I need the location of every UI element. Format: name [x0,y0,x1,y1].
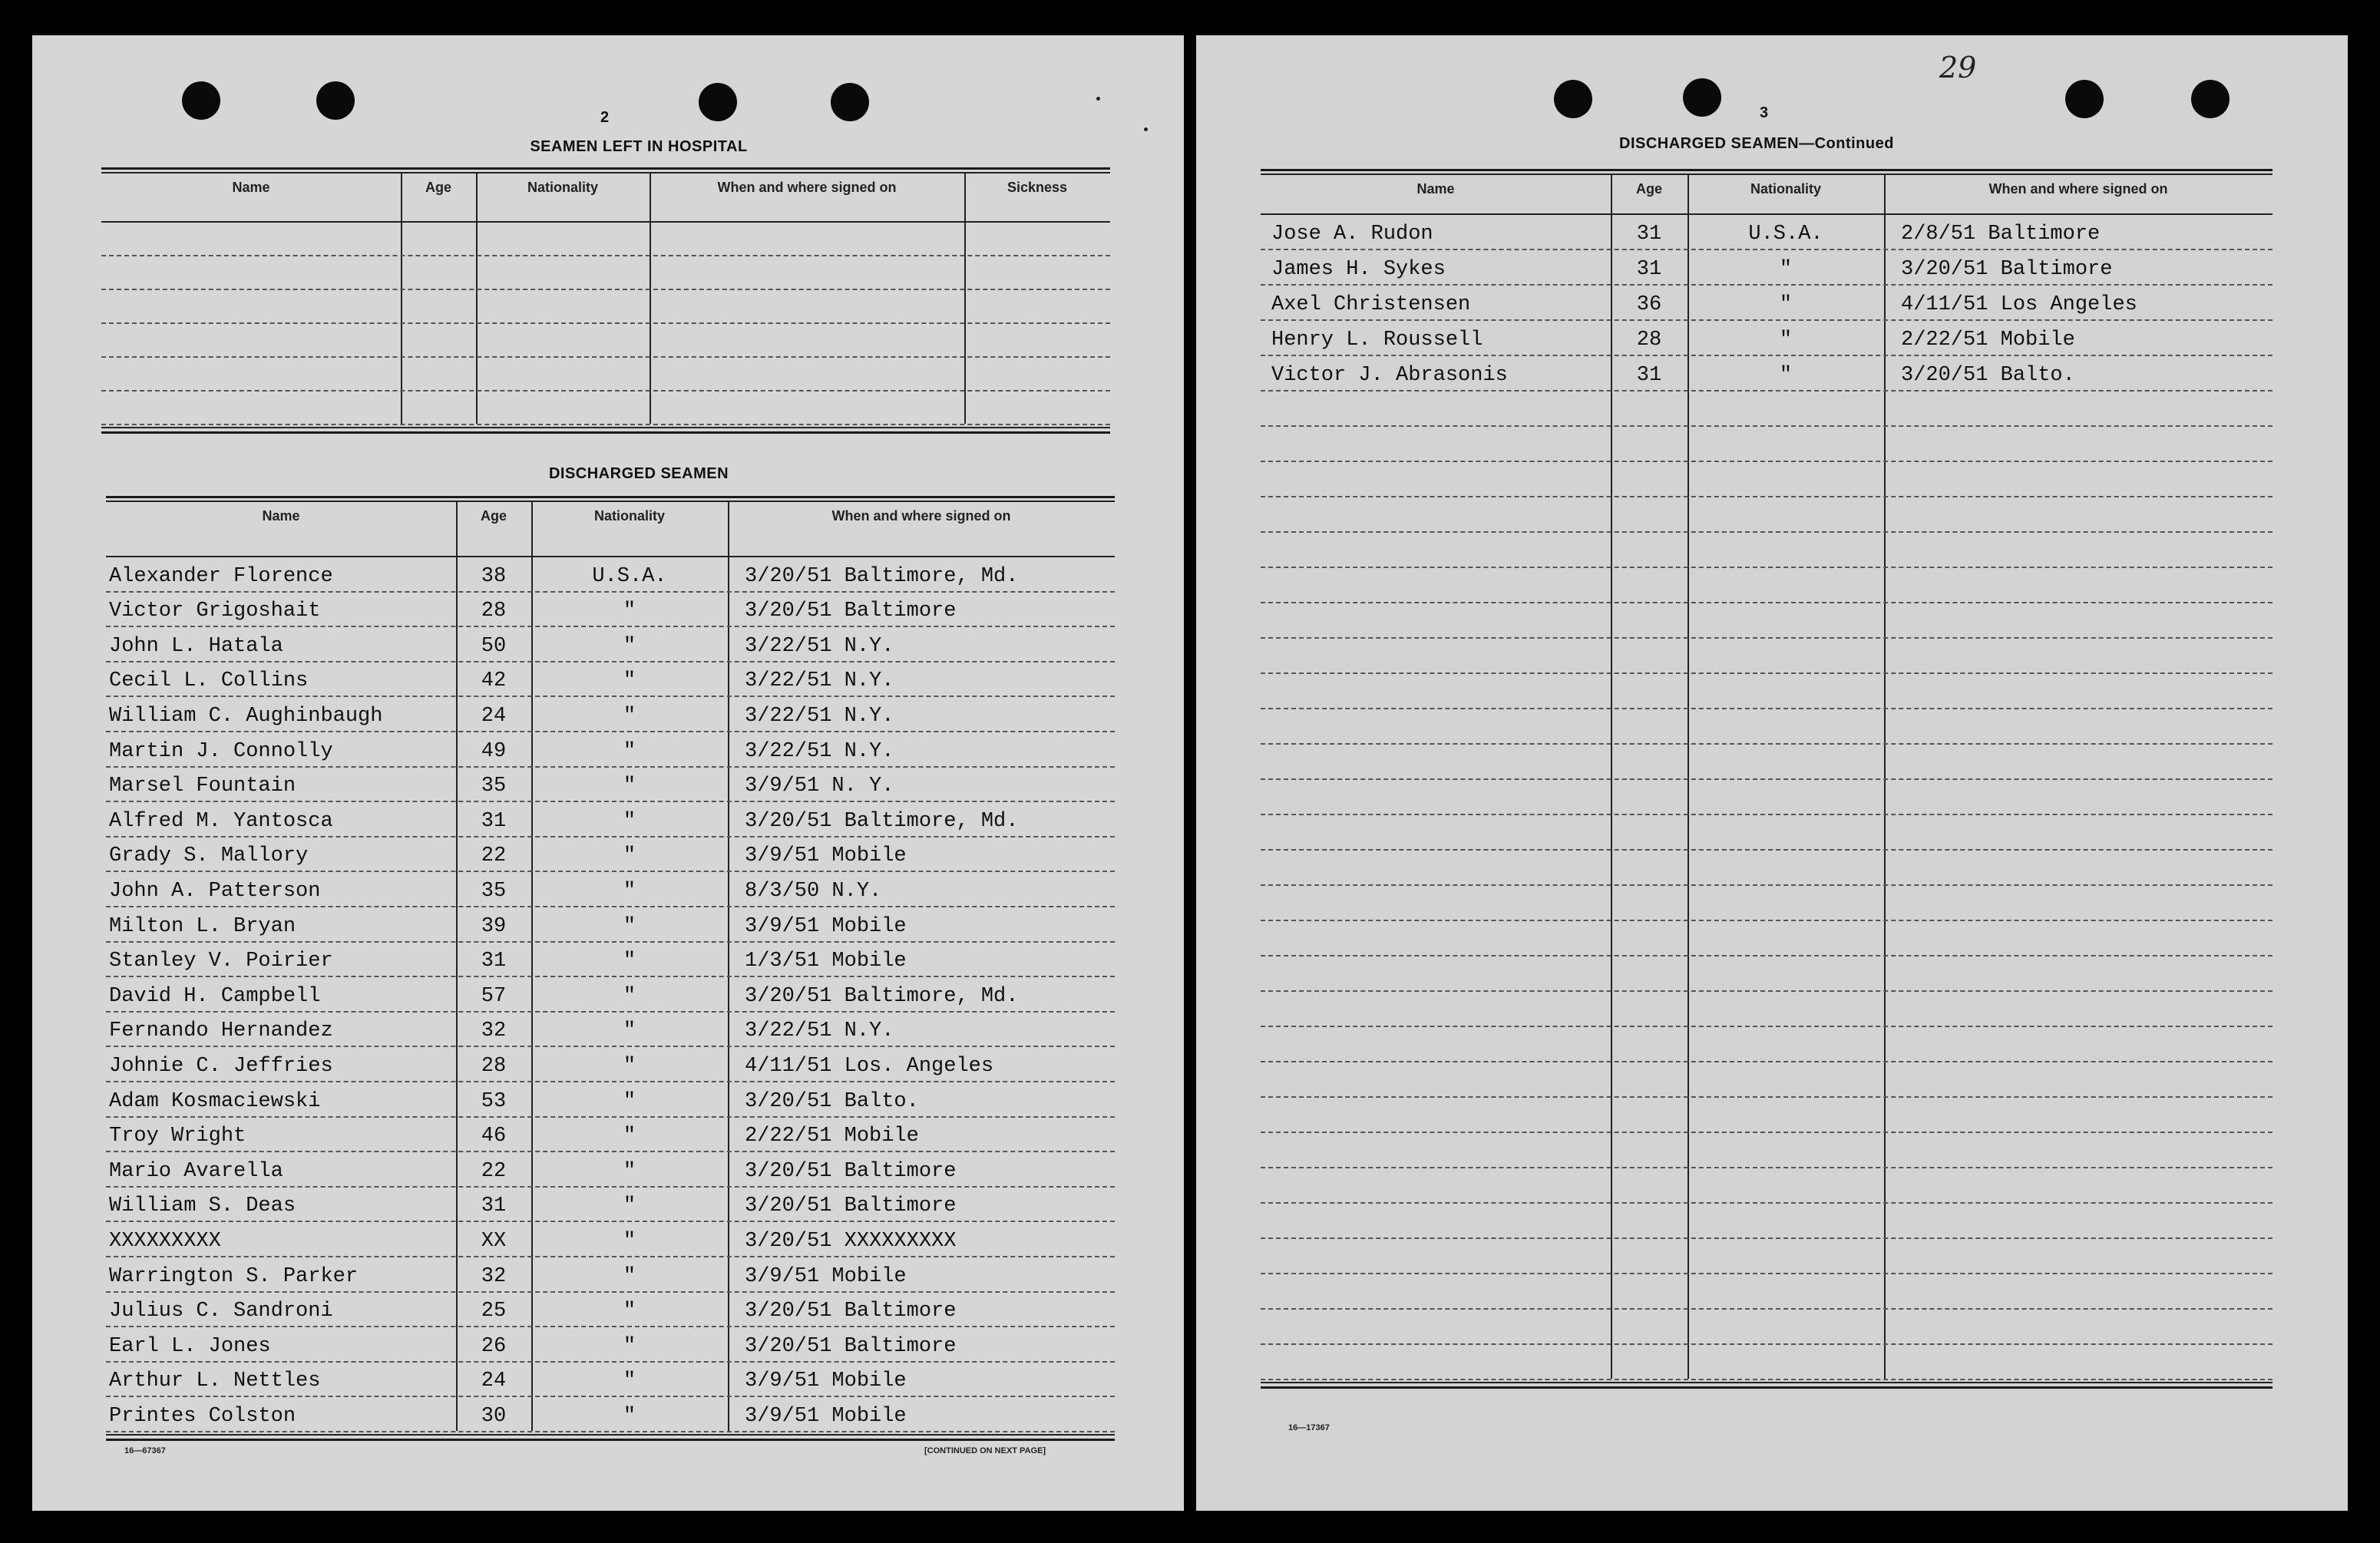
seaman-name: John A. Patterson [109,880,321,903]
seaman-name: David H. Campbell [109,984,321,1008]
column-divider [650,173,651,424]
seaman-name: James H. Sykes [1271,258,1446,281]
row-rule [106,1256,1115,1257]
column-header: Nationality [527,180,598,195]
seaman-signed-on: 3/20/51 Baltimore [745,600,957,623]
seaman-signed-on: 2/22/51 Mobile [745,1125,919,1148]
seaman-age: 22 [481,1159,507,1183]
seaman-age: 49 [481,739,507,763]
row-rule [1261,355,2273,356]
seaman-signed-on: 3/20/51 Baltimore [1901,258,2113,281]
seaman-signed-on: 3/20/51 Balto. [745,1089,919,1113]
seaman-signed-on: 2/22/51 Mobile [1901,329,2075,352]
seaman-signed-on: 4/11/51 Los. Angeles [745,1055,994,1078]
seaman-name: Troy Wright [109,1125,246,1148]
header-rule [106,556,1115,557]
seaman-nationality: " [623,739,636,763]
seaman-name: John L. Hatala [109,634,283,658]
seaman-nationality: " [623,880,636,903]
seaman-signed-on: 3/20/51 Baltimore [745,1334,957,1358]
row-rule [106,1151,1115,1152]
row-rule [106,1081,1115,1082]
seaman-age: 32 [481,1019,507,1043]
seaman-nationality: " [623,809,636,833]
seaman-age: 35 [481,775,507,798]
row-rule [101,289,1110,290]
seaman-age: 57 [481,984,507,1008]
seaman-name: William S. Deas [109,1194,296,1218]
seaman-name: Adam Kosmaciewski [109,1089,321,1113]
row-rule [1261,708,2273,709]
row-rule [101,255,1110,256]
seaman-nationality: " [623,1194,636,1218]
binder-hole [831,83,869,121]
seaman-nationality: " [623,1300,636,1323]
seaman-name: Stanley V. Poirier [109,950,333,973]
row-rule [101,424,1110,425]
column-header: Name [262,508,300,524]
row-rule [106,1326,1115,1327]
paper-speck [1144,127,1148,131]
form-number: 16—17367 [1288,1423,1330,1432]
paper-speck [1096,97,1100,101]
row-rule [106,1186,1115,1188]
seaman-name: Jose A. Rudon [1271,223,1433,246]
seaman-signed-on: 4/11/51 Los Angeles [1901,293,2137,316]
seaman-age: 28 [481,600,507,623]
seaman-name: Grady S. Mallory [109,844,309,868]
discharged-continued-title: DISCHARGED SEAMEN—Continued [1619,135,1894,152]
row-rule [1261,1167,2273,1168]
seaman-signed-on: 3/20/51 Baltimore [745,1194,957,1218]
seaman-nationality: " [623,1370,636,1393]
binder-hole [1683,78,1721,117]
seaman-signed-on: 3/20/51 Baltimore [745,1159,957,1183]
column-header: Name [1416,181,1455,197]
row-rule [101,356,1110,358]
column-header: Age [1635,181,1662,197]
column-header: When and where signed on [831,508,1011,524]
binder-hole [316,81,355,120]
seaman-signed-on: 3/22/51 N.Y. [745,705,894,728]
seaman-age: 25 [481,1300,507,1323]
table-bottom-rule [1261,1382,2273,1383]
seaman-name: Mario Avarella [109,1159,283,1183]
seaman-name: Cecil L. Collins [109,669,309,693]
column-divider [401,173,402,424]
seaman-age: 26 [481,1334,507,1358]
seaman-name: Arthur L. Nettles [109,1370,321,1393]
header-rule [101,221,1110,223]
row-rule [1261,1237,2273,1239]
row-rule [106,906,1115,907]
header-rule [1261,213,2273,215]
seaman-signed-on: 3/22/51 N.Y. [745,634,894,658]
seaman-nationality: " [623,950,636,973]
seaman-age: 46 [481,1125,507,1148]
seaman-signed-on: 1/3/51 Mobile [745,950,907,973]
seaman-signed-on: 3/9/51 Mobile [745,1264,907,1288]
row-rule [1261,461,2273,462]
discharged-section-title: DISCHARGED SEAMEN [548,465,729,482]
seaman-name: Earl L. Jones [109,1334,271,1358]
right-page [1196,35,2348,1511]
seaman-name: Johnie C. Jeffries [109,1055,333,1078]
seaman-nationality: " [623,1334,636,1358]
seaman-signed-on: 3/22/51 N.Y. [745,669,894,693]
seaman-age: 53 [481,1089,507,1113]
row-rule [1261,920,2273,921]
table-top-rule [1261,169,2273,171]
seaman-age: 28 [481,1055,507,1078]
row-rule [106,626,1115,627]
row-rule [1261,531,2273,533]
row-rule [1261,814,2273,815]
seaman-name: Warrington S. Parker [109,1264,359,1288]
row-rule [1261,602,2273,603]
row-rule [106,731,1115,732]
row-rule [1261,1026,2273,1027]
seaman-name: XXXXXXXXX [109,1230,221,1253]
row-rule [1261,990,2273,992]
row-rule [1261,743,2273,745]
handwritten-page-number: 29 [1939,51,1977,84]
seaman-name: William C. Aughinbaugh [109,705,383,728]
column-header: Nationality [1750,181,1821,197]
binder-hole [182,81,220,120]
seaman-age: XX [481,1230,507,1253]
seaman-signed-on: 3/20/51 Baltimore [745,1300,957,1323]
row-rule [1261,849,2273,851]
row-rule [106,801,1115,802]
table-bottom-rule [106,1439,1115,1441]
table-top-rule [106,496,1115,498]
seaman-name: Marsel Fountain [109,775,296,798]
row-rule [1261,425,2273,427]
seaman-name: Fernando Hernandez [109,1019,333,1043]
seaman-signed-on: 3/20/51 Baltimore, Md. [745,984,1019,1008]
seaman-name: Victor J. Abrasonis [1271,364,1508,387]
seaman-nationality: " [623,844,636,868]
row-rule [106,696,1115,697]
seaman-name: Milton L. Bryan [109,914,296,938]
row-rule [1261,1132,2273,1133]
seaman-signed-on: 3/9/51 Mobile [745,1405,907,1428]
seaman-signed-on: 3/9/51 N. Y. [745,775,894,798]
row-rule [106,1221,1115,1222]
row-rule [106,1431,1115,1432]
row-rule [1261,249,2273,250]
row-rule [1261,637,2273,639]
seaman-age: 42 [481,669,507,693]
page-number: 3 [1760,104,1769,121]
row-rule [106,941,1115,943]
seaman-name: Axel Christensen [1271,293,1471,316]
seaman-nationality: " [623,1230,636,1253]
seaman-nationality: " [1779,329,1793,352]
seaman-age: 30 [481,1405,507,1428]
seaman-age: 31 [481,809,507,833]
row-rule [106,661,1115,662]
row-rule [101,322,1110,324]
page-number: 2 [600,109,610,126]
row-rule [106,1361,1115,1363]
seaman-age: 36 [1636,293,1662,316]
row-rule [106,1011,1115,1013]
row-rule [1261,1202,2273,1204]
seaman-signed-on: 3/20/51 Baltimore, Md. [745,809,1019,833]
row-rule [106,976,1115,977]
seaman-nationality: " [623,1055,636,1078]
seaman-nationality: " [623,984,636,1008]
seaman-age: 31 [481,1194,507,1218]
column-divider [476,173,478,424]
row-rule [1261,496,2273,497]
row-rule [1261,1061,2273,1062]
seaman-signed-on: 3/20/51 XXXXXXXXX [745,1230,957,1253]
seaman-name: Henry L. Roussell [1271,329,1483,352]
hospital-section-title: SEAMEN LEFT IN HOSPITAL [530,138,748,155]
column-divider [964,173,966,424]
left-page [32,35,1184,1511]
row-rule [1261,390,2273,392]
seaman-nationality: " [623,1089,636,1113]
seaman-nationality: " [623,634,636,658]
seaman-age: 39 [481,914,507,938]
row-rule [1261,1273,2273,1274]
binder-hole [2191,80,2230,118]
seaman-nationality: " [623,1405,636,1428]
seaman-signed-on: 3/20/51 Balto. [1901,364,2075,387]
column-header: Name [232,180,270,195]
table-top-rule [1261,173,2273,175]
seaman-nationality: " [623,1019,636,1043]
seaman-signed-on: 8/3/50 N.Y. [745,880,882,903]
table-top-rule [101,172,1110,173]
row-rule [1261,1096,2273,1098]
table-bottom-rule [106,1434,1115,1436]
seaman-signed-on: 3/9/51 Mobile [745,844,907,868]
seaman-age: 31 [1636,364,1662,387]
binder-hole [699,83,737,121]
binder-hole [1554,80,1592,118]
row-rule [1261,955,2273,957]
column-header: Sickness [1007,180,1068,195]
seaman-nationality: " [1779,364,1793,387]
row-rule [106,1396,1115,1397]
table-top-rule [101,167,1110,170]
seaman-nationality: U.S.A. [1748,223,1823,246]
row-rule [101,390,1110,392]
table-bottom-rule [101,427,1110,428]
row-rule [106,766,1115,768]
seaman-nationality: " [1779,258,1793,281]
continued-note: [CONTINUED ON NEXT PAGE] [924,1446,1046,1455]
table-top-rule [106,501,1115,502]
row-rule [106,1046,1115,1047]
seaman-age: 24 [481,705,507,728]
row-rule [1261,319,2273,321]
column-header: Nationality [593,508,665,524]
seaman-signed-on: 3/20/51 Baltimore, Md. [745,564,1019,588]
column-header: When and where signed on [717,180,897,195]
seaman-age: 32 [481,1264,507,1288]
seaman-signed-on: 3/22/51 N.Y. [745,1019,894,1043]
seaman-nationality: " [623,600,636,623]
seaman-name: Victor Grigoshait [109,600,321,623]
row-rule [1261,672,2273,674]
seaman-nationality: " [623,914,636,938]
row-rule [1261,778,2273,780]
row-rule [106,871,1115,872]
table-bottom-rule [1261,1386,2273,1389]
seaman-name: Printes Colston [109,1405,296,1428]
seaman-signed-on: 3/9/51 Mobile [745,914,907,938]
column-header: Age [480,508,507,524]
column-header: Age [425,180,451,195]
seaman-nationality: " [623,1264,636,1288]
seaman-nationality: " [623,669,636,693]
seaman-nationality: " [623,775,636,798]
seaman-name: Martin J. Connolly [109,739,333,763]
seaman-age: 31 [1636,223,1662,246]
column-header: When and where signed on [1988,181,2168,197]
seaman-signed-on: 2/8/51 Baltimore [1901,223,2101,246]
row-rule [106,591,1115,593]
row-rule [1261,1308,2273,1310]
row-rule [1261,284,2273,286]
seaman-name: Alfred M. Yantosca [109,809,333,833]
table-bottom-rule [101,431,1110,434]
seaman-nationality: U.S.A. [592,564,667,588]
seaman-age: 35 [481,880,507,903]
seaman-nationality: " [623,1125,636,1148]
row-rule [106,1291,1115,1293]
seaman-signed-on: 3/22/51 N.Y. [745,739,894,763]
seaman-age: 31 [481,950,507,973]
form-number: 16—67367 [124,1446,166,1455]
row-rule [1261,884,2273,886]
seaman-age: 28 [1636,329,1662,352]
seaman-signed-on: 3/9/51 Mobile [745,1370,907,1393]
row-rule [1261,1343,2273,1345]
row-rule [106,1116,1115,1118]
seaman-age: 50 [481,634,507,658]
binder-hole [2065,80,2104,118]
row-rule [1261,1379,2273,1380]
seaman-name: Julius C. Sandroni [109,1300,333,1323]
row-rule [106,836,1115,838]
seaman-age: 31 [1636,258,1662,281]
seaman-age: 38 [481,564,507,588]
seaman-age: 22 [481,844,507,868]
row-rule [1261,567,2273,568]
seaman-nationality: " [623,1159,636,1183]
seaman-age: 24 [481,1370,507,1393]
seaman-nationality: " [623,705,636,728]
seaman-nationality: " [1779,293,1793,316]
seaman-name: Alexander Florence [109,564,333,588]
